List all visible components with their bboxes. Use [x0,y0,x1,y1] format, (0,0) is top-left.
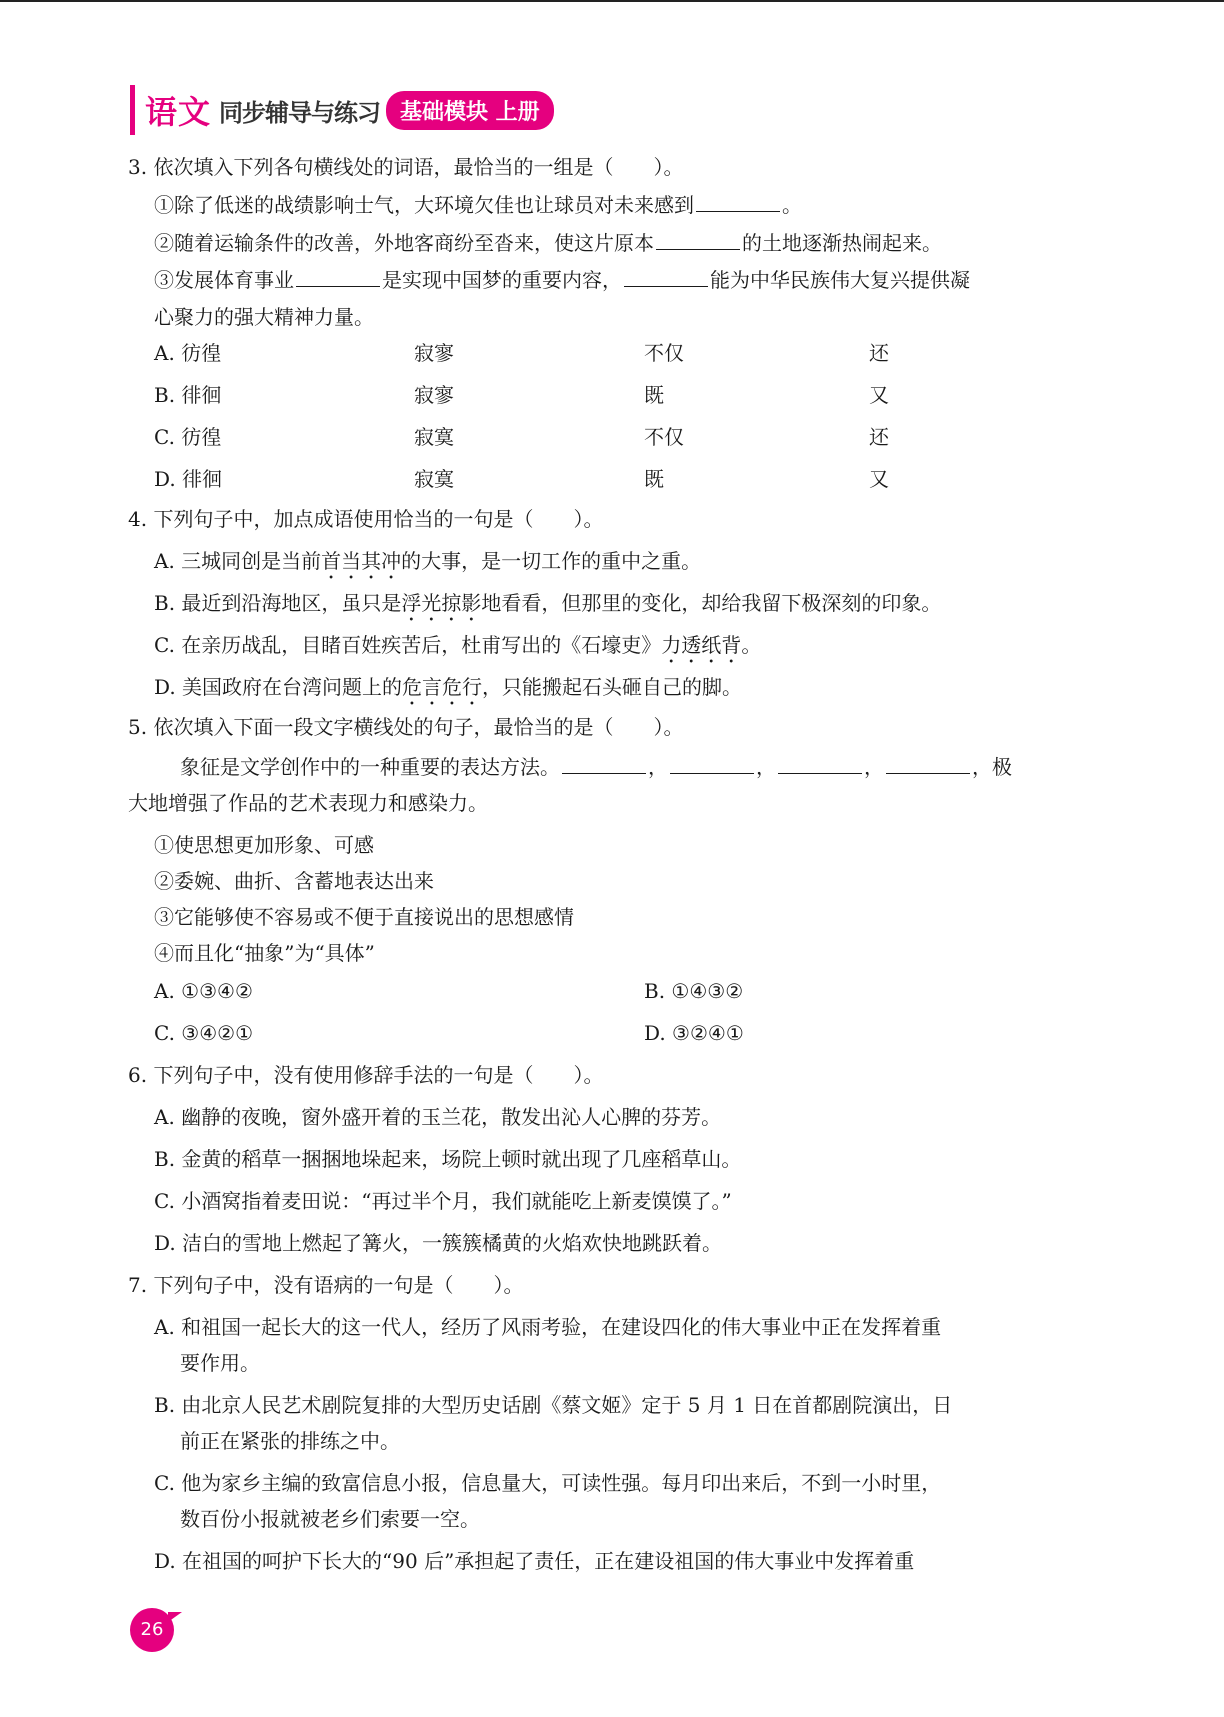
q7-option-b: B. 由北京人民艺术剧院复排的大型历史话剧《蔡文姬》定于 5 月 1 日在首都剧院演出，日 [154,1393,953,1417]
blank [670,753,754,774]
q3-sentence-3-cont: 心聚力的强大精神力量。 [154,305,374,329]
q5-passage-end: ，极 [972,755,1012,779]
q3-s1-text: ①除了低迷的战绩影响士气，大环境欠佳也让球员对未来感到 [154,193,694,217]
q5-option-b: B. ①④③② [644,979,744,1003]
q5-option-c: C. ③④②① [154,1021,254,1045]
q7-option-a-cont: 要作用。 [180,1351,260,1375]
option-word-3: 既 [644,467,664,491]
q5-option-d: D. ③②④① [644,1021,744,1045]
q7-stem: 7. 下列句子中，没有语病的一句是（ ）。 [128,1273,524,1297]
q4-b-text: B. 最近到沿海地区，虽只是 [154,591,402,615]
q7-option-c-cont: 数百份小报就被老乡们索要一空。 [180,1507,480,1531]
q7-option-a: A. 和祖国一起长大的这一代人，经历了风雨考验，在建设四化的伟大事业中正在发挥着重 [154,1315,942,1339]
q3-option-c [154,422,914,452]
q4-c-end: 。 [741,633,762,657]
option-label: A. 彷徨 [154,341,222,365]
q5-option-a: A. ①③④② [154,979,253,1003]
option-word-4: 还 [869,425,889,449]
option-word-2: 寂寥 [414,341,454,365]
q3-option-a [154,338,914,368]
q5-passage-line-2: 大地增强了作品的艺术表现力和感染力。 [128,791,488,815]
q6-option-c: C. 小酒窝指着麦田说：“再过半个月，我们就能吃上新麦馍馍了。” [154,1189,732,1213]
q4-stem: 4. 下列句子中，加点成语使用恰当的一句是（ ）。 [128,507,604,531]
header-accent-bar [130,85,135,135]
blank [696,191,780,212]
q6-option-a: A. 幽静的夜晚，窗外盛开着的玉兰花，散发出沁人心脾的芬芳。 [154,1105,722,1129]
q4-a-end: 的大事，是一切工作的重中之重。 [401,549,702,573]
blank [778,753,862,774]
q4-c-idiom: 力透纸背 [661,633,742,657]
blank [886,753,970,774]
q4-a-text: A. 三城同创是当前 [154,549,322,573]
option-word-4: 又 [869,467,889,491]
blank [656,229,740,250]
option-word-4: 还 [869,341,889,365]
top-rule [0,0,1224,2]
q3-s2-text: ②随着运输条件的改善，外地客商纷至沓来，使这片原本 [154,231,654,255]
q7-option-b-cont: 前正在紧张的排练之中。 [180,1429,400,1453]
header-subject: 语文 [145,93,212,131]
q3-s2-end: 的土地逐渐热闹起来。 [742,231,942,255]
q5-passage-line-1 [180,752,1012,782]
option-label: C. 彷徨 [154,425,222,449]
q5-options-row-2 [154,1018,954,1048]
q5-stem: 5. 依次填入下面一段文字横线处的句子，最恰当的是（ ）。 [128,715,684,739]
q5-sentence-3: ③它能够使不容易或不便于直接说出的思想感情 [154,905,574,929]
q4-c-text: C. 在亲历战乱，目睹百姓疾苦后，杜甫写出的《石壕吏》 [154,633,662,657]
option-word-3: 不仅 [644,341,684,365]
q3-s3-text: ③发展体育事业 [154,268,294,292]
q5-passage-text: 象征是文学创作中的一种重要的表达方法。 [180,755,560,779]
blank [562,753,646,774]
q6-stem: 6. 下列句子中，没有使用修辞手法的一句是（ ）。 [128,1063,604,1087]
option-word-2: 寂寞 [414,467,454,491]
q5-sentence-1: ①使思想更加形象、可感 [154,833,374,857]
option-label: B. 徘徊 [154,383,222,407]
q4-option-d [154,672,742,710]
q3-s3-end: 能为中华民族伟大复兴提供凝 [710,268,970,292]
q6-option-b: B. 金黄的稻草一捆捆地垛起来，场院上顿时就出现了几座稻草山。 [154,1147,742,1171]
q4-b-end: 地看看，但那里的变化，却给我留下极深刻的印象。 [481,591,942,615]
blank [624,266,708,287]
page-number: 26 [130,1608,174,1652]
option-word-2: 寂寥 [414,383,454,407]
page-header [130,84,554,136]
q5-sentence-2: ②委婉、曲折、含蓄地表达出来 [154,869,434,893]
q4-d-text: D. 美国政府在台湾问题上的 [154,675,403,699]
q3-sentence-1 [154,190,802,220]
q6-option-d: D. 洁白的雪地上燃起了篝火，一簇簇橘黄的火焰欢快地跳跃着。 [154,1231,723,1255]
q4-option-b [154,588,941,626]
q4-b-idiom: 浮光掠影 [401,591,482,615]
q4-option-c [154,630,761,668]
comma: ， [648,755,668,779]
q3-sentence-3 [154,265,970,295]
q7-option-c: C. 他为家乡主编的致富信息小报，信息量大，可读性强。每月印出来后，不到一小时里， [154,1471,942,1495]
comma: ， [864,755,884,779]
q3-option-b [154,380,914,410]
option-word-3: 既 [644,383,664,407]
q4-d-end: ，只能搬起石头砸自己的脚。 [482,675,743,699]
option-word-4: 又 [869,383,889,407]
option-word-3: 不仅 [644,425,684,449]
blank [296,266,380,287]
q7-option-d: D. 在祖国的呵护下长大的“90 后”承担起了责任，正在建设祖国的伟大事业中发挥着重 [154,1549,915,1573]
q5-options-row-1 [154,976,954,1006]
q3-s3-mid: 是实现中国梦的重要内容， [382,268,622,292]
option-label: D. 徘徊 [154,467,223,491]
q3-sentence-2 [154,228,942,258]
q3-option-d [154,464,914,494]
comma: ， [756,755,776,779]
header-module-badge: 基础模块 上册 [386,91,554,130]
q4-a-idiom: 首当其冲 [321,549,402,573]
header-series: 同步辅导与练习 [219,98,381,127]
option-word-2: 寂寞 [414,425,454,449]
q3-stem: 3. 依次填入下列各句横线处的词语，最恰当的一组是（ ）。 [128,155,684,179]
q3-s1-end: 。 [782,193,802,217]
q5-sentence-4: ④而且化“抽象”为“具体” [154,941,375,965]
q4-option-a [154,546,701,584]
q4-d-idiom: 危言危行 [402,675,483,699]
